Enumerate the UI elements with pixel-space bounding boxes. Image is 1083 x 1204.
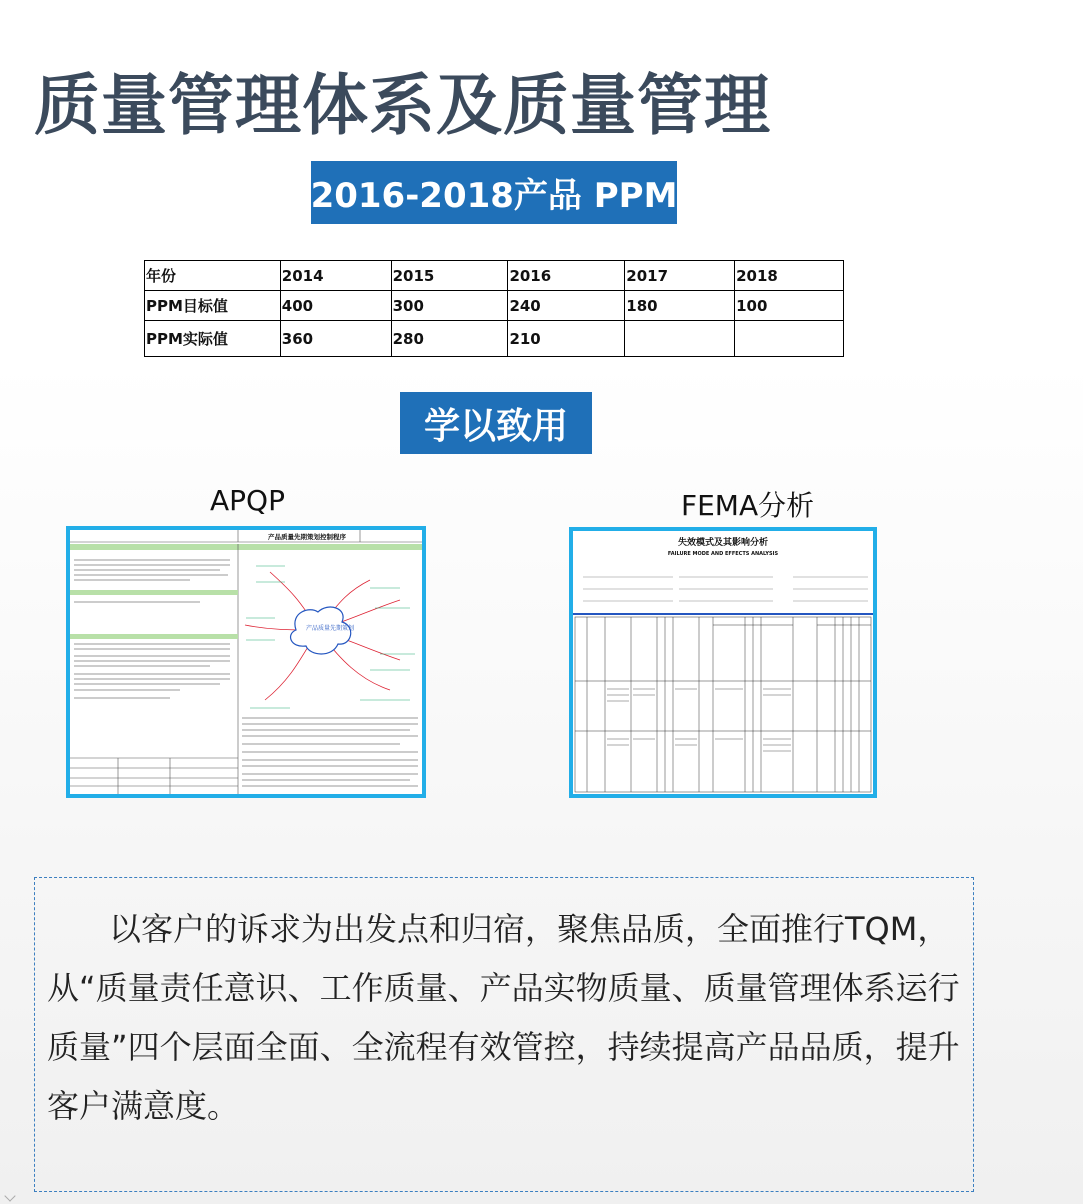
summary-text: 以客户的诉求为出发点和归宿，聚焦品质，全面推行TQM，从“质量责任意识、工作质量、产品实物质量、质量管理体系运行质量”四个层面全面、全流程有效管控，持续提高产品品质，提升客户满意度。	[47, 910, 960, 1125]
table-cell: 210	[508, 321, 625, 357]
table-cell: 2016	[508, 261, 625, 291]
corner-arrow-icon	[4, 1190, 15, 1201]
table-cell: PPM目标值	[145, 291, 281, 321]
table-cell: 2014	[280, 261, 391, 291]
ppm-table	[144, 260, 844, 357]
table-cell: 300	[391, 291, 508, 321]
ppm-banner: 2016-2018产品 PPM	[311, 161, 677, 224]
table-cell: 280	[391, 321, 508, 357]
table-row	[145, 261, 844, 291]
apqp-thumb-title: 产品质量先期策划控制程序	[268, 533, 346, 541]
table-cell: 2017	[625, 261, 735, 291]
table-row	[145, 291, 844, 321]
apqp-document-image[interactable]	[66, 526, 426, 798]
table-cell: 2018	[735, 261, 844, 291]
table-cell: 100	[735, 291, 844, 321]
summary-textbox[interactable]	[34, 877, 974, 1192]
table-row	[145, 321, 844, 357]
table-cell: 年份	[145, 261, 281, 291]
table-cell: 400	[280, 291, 391, 321]
table-cell: 360	[280, 321, 391, 357]
table-cell: 240	[508, 291, 625, 321]
apqp-document-drawing	[70, 530, 422, 794]
fema-document-drawing	[573, 531, 873, 794]
apqp-caption: APQP	[210, 484, 285, 517]
fema-caption: FEMA分析	[681, 489, 815, 522]
apqp-thumb-center: 产品质量先期策划	[306, 625, 355, 632]
table-cell: 180	[625, 291, 735, 321]
apply-banner: 学以致用	[400, 392, 592, 454]
table-cell	[625, 321, 735, 357]
page-title: 质量管理体系及质量管理	[34, 67, 771, 144]
fema-thumb-title: 失效模式及其影响分析	[677, 538, 769, 548]
table-cell	[735, 321, 844, 357]
table-cell: 2015	[391, 261, 508, 291]
fema-thumb-subtitle: FAILURE MODE AND EFFECTS ANALYSIS	[667, 551, 779, 557]
fema-document-image[interactable]	[569, 527, 877, 798]
table-cell: PPM实际值	[145, 321, 281, 357]
